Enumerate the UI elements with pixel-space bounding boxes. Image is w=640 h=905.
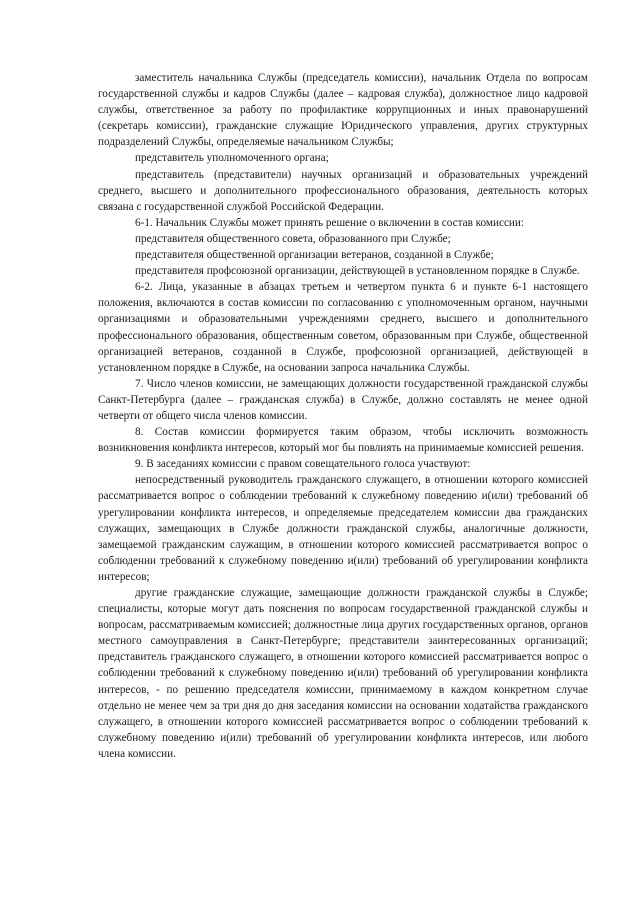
paragraph-scientific-organizations: представитель (представители) научных организаций и образовательных учреждений среднего, высшего и дополнительного профессионального образования, деятельность которых связана с государственной службой Российской Федерации. [98,168,588,213]
paragraph-commission-members: заместитель начальника Службы (председатель комиссии), начальник Отдела по вопросам государственной службы и кадров Службы (далее – кадровая служба), должностное лицо кадровой службы, ответственное за работу по профилактике коррупционных и иных правонарушений (секретарь комиссии), гражданские служащие Юридического управления, других структурных подразделений Службы, определяемые начальником Службы; [98,72,588,149]
paragraph-direct-supervisor: непосредственный руководитель гражданского служащего, в отношении которого комиссией рассматривается вопрос о соблюдении требований к служебному поведению и(или) требований об урегулировании конфликта интересов, и определяемые председателем комиссии два гражданских служащих, замещающих в Службе должности гражданской службы, аналогичные должности, замещаемой гражданским служащим, в отношении которого комиссией рассматривается вопрос о соблюдении требований к служебному поведению и(или) требований об урегулировании конфликта интересов; [98,474,588,583]
paragraph-6-1: 6-1. Начальник Службы может принять решение о включении в состав комиссии: [135,216,525,229]
paragraph-8: 8. Состав комиссии формируется таким образом, чтобы исключить возможность возникновения конфликта интересов, который мог бы повлиять на принимаемые комиссией решения. [98,426,588,455]
paragraph-other-participants: другие гражданские служащие, замещающие должности гражданской службы в Службе; специалисты, которые могут дать пояснения по вопросам государственной гражданской службы и вопросам, рассматриваемым комиссией; должностные лица других государственных органов, органов местного самоуправления в Санкт-Петербурге; представители заинтересованных организаций; представитель гражданского служащего, в отношении которого комиссией рассматривается вопрос о соблюдении требований к служебному поведению и(или) требований об урегулировании конфликта интересов, - по решению председателя комиссии, принимаемому в каждом конкретном случае отдельно не менее чем за три дня до дня заседания комиссии на основании ходатайства гражданского служащего, в отношении которого комиссией рассматривается вопрос о соблюдении требований к служебному поведению и(или) требований об урегулировании конфликта интересов, или любого члена комиссии. [98,587,588,760]
paragraph-veterans-organization: представителя общественной организации ветеранов, созданной в Службе; [135,249,494,262]
paragraph-6-2: 6-2. Лица, указанные в абзацах третьем и четвертом пункта 6 и пункте 6-1 настоящего положения, включаются в состав комиссии по согласованию с уполномоченным органом, научными организациями и образовательными учреждениями среднего, высшего и дополнительного профессионального образования, общественным советом, образованным при Службе, общественной организацией ветеранов, созданной в Службе, профсоюзной организацией, действующей в установленном порядке в Службе, на основании запроса начальника Службы. [98,281,588,374]
paragraph-public-council: представителя общественного совета, образованного при Службе; [135,232,451,245]
document-body [98,70,588,762]
paragraph-9: 9. В заседаниях комиссии с правом совещательного голоса участвуют: [135,458,471,471]
paragraph-authorized-body: представитель уполномоченного органа; [135,152,329,165]
paragraph-7: 7. Число членов комиссии, не замещающих должности государственной гражданской службы Санкт-Петербурга (далее – гражданская служба) в Службе, должно составлять не менее одной четверти от общего числа членов комиссии. [98,377,588,422]
paragraph-trade-union: представителя профсоюзной организации, действующей в установленном порядке в Службе. [135,265,580,278]
